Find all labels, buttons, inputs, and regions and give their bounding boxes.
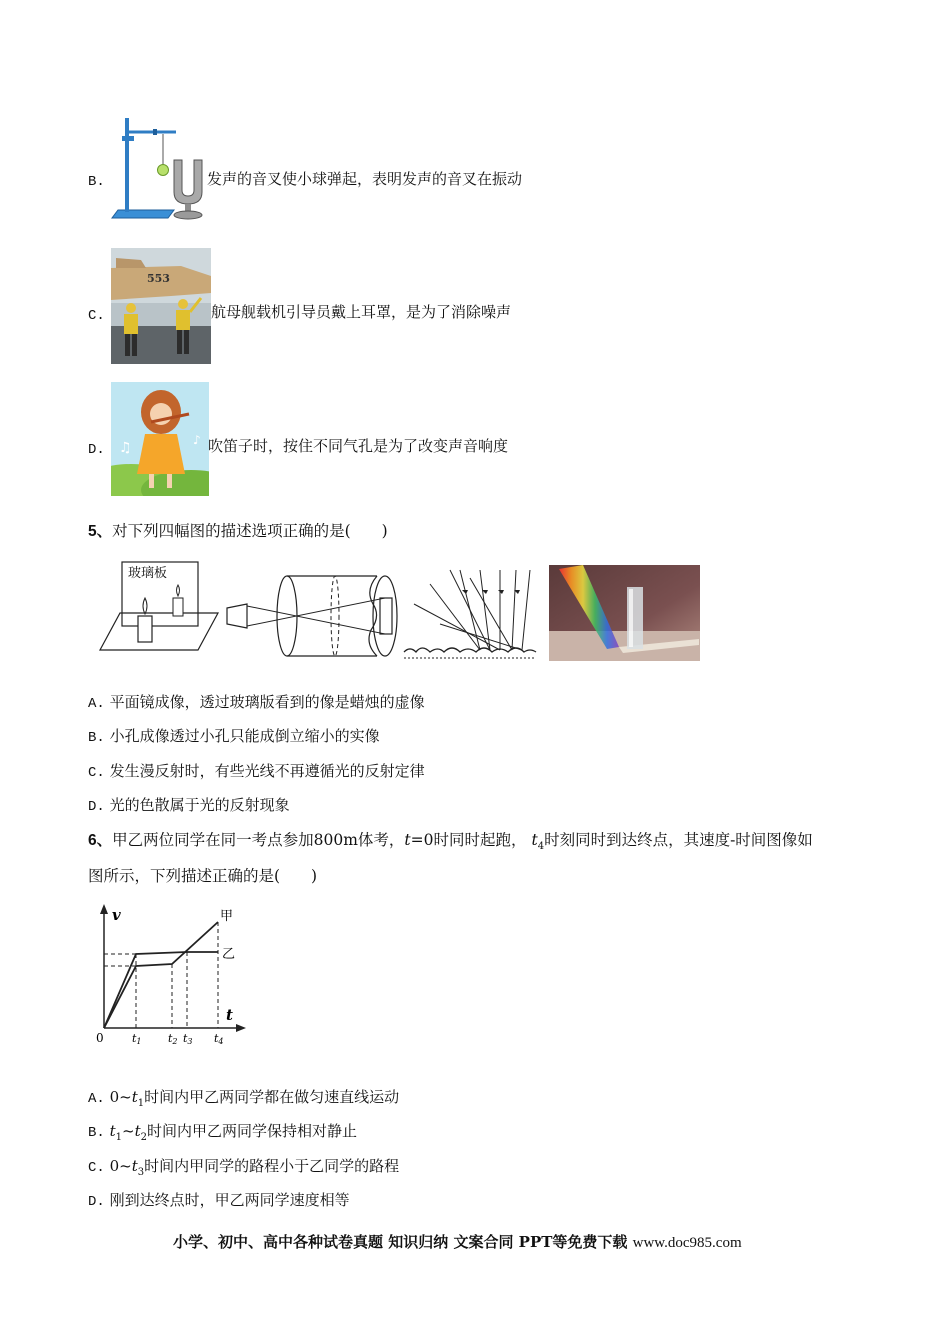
question-text: =0时同时起跑， bbox=[410, 831, 527, 849]
q6-option-b bbox=[88, 1121, 357, 1148]
jia-label: 甲 bbox=[220, 909, 234, 924]
svg-text:♪: ♪ bbox=[193, 433, 201, 447]
option-letter: D. bbox=[88, 1194, 105, 1210]
q5-option-d bbox=[88, 795, 290, 817]
option-text: 平面镜成像，透过玻璃版看到的像是蜡烛的虚像 bbox=[109, 693, 425, 711]
tilde: ~ bbox=[122, 1122, 135, 1140]
option-b bbox=[88, 170, 105, 192]
variable: t bbox=[109, 1122, 116, 1140]
tuning-fork-image bbox=[108, 112, 208, 224]
tick-t4: t4 bbox=[214, 1032, 224, 1046]
option-d bbox=[88, 438, 105, 460]
option-letter: C. bbox=[88, 765, 105, 781]
option-letter: A. bbox=[88, 1091, 105, 1107]
option-text: 刚到达终点时，甲乙两同学速度相等 bbox=[109, 1191, 350, 1209]
jia-line bbox=[104, 922, 218, 1028]
option-letter: B. bbox=[88, 174, 105, 190]
glass-plate-label: 玻璃板 bbox=[128, 566, 168, 581]
diffuse-reflection-figure bbox=[400, 564, 540, 662]
pinhole-camera-figure bbox=[225, 570, 405, 662]
subscript: 3 bbox=[137, 1167, 145, 1178]
option-text: 小孔成像透过小孔只能成倒立缩小的实像 bbox=[109, 727, 380, 745]
yi-line bbox=[104, 952, 218, 1028]
subscript: 1 bbox=[115, 1132, 122, 1143]
q5-option-a bbox=[88, 692, 425, 714]
v-axis-label: v bbox=[112, 906, 121, 924]
t-axis-label: t bbox=[226, 1006, 233, 1024]
glass-plate-figure bbox=[98, 558, 220, 654]
question-6-stem-line2: 图所示，下列描述正确的是( ) bbox=[88, 867, 318, 885]
footer-url[interactable]: www.doc985.com bbox=[632, 1235, 742, 1251]
option-letter: C. bbox=[88, 1160, 105, 1176]
variable: t bbox=[134, 1122, 141, 1140]
option-prefix: 0~ bbox=[109, 1157, 132, 1175]
origin-label: 0 bbox=[96, 1031, 104, 1045]
tick-t1: t1 bbox=[132, 1032, 142, 1046]
question-text: 时刻同时到达终点，其速度-时间图像如 bbox=[544, 831, 813, 849]
option-c bbox=[88, 304, 105, 326]
option-text: 发生漫反射时，有些光线不再遵循光的反射定律 bbox=[109, 762, 425, 780]
subscript: 4 bbox=[537, 841, 545, 853]
svg-text:♫: ♫ bbox=[119, 440, 132, 456]
question-text: 甲乙两位同学在同一考点参加800m体考， bbox=[112, 831, 405, 849]
option-c-text: 航母舰载机引导员戴上耳罩，是为了消除噪声 bbox=[211, 303, 512, 321]
option-letter: D. bbox=[88, 799, 105, 815]
yi-label: 乙 bbox=[222, 947, 236, 962]
plane-number: 553 bbox=[147, 272, 170, 285]
question-5-stem bbox=[88, 521, 388, 542]
option-letter: D. bbox=[88, 442, 105, 458]
q5-option-c bbox=[88, 761, 425, 783]
option-d-text: 吹笛子时，按住不同气孔是为了改变声音响度 bbox=[208, 437, 509, 455]
option-prefix: 0~ bbox=[109, 1088, 132, 1106]
q5-option-b bbox=[88, 726, 380, 748]
option-text: 时间内甲乙两同学保持相对静止 bbox=[146, 1122, 357, 1140]
aircraft-carrier-photo bbox=[111, 248, 211, 364]
q6-option-a bbox=[88, 1087, 399, 1114]
question-6-stem-line1 bbox=[88, 830, 813, 857]
subscript: 2 bbox=[140, 1132, 147, 1143]
subscript: 1 bbox=[137, 1098, 145, 1109]
footer-text: 小学、初中、高中各种试卷真题 知识归纳 文案合同 PPT等免费下载 bbox=[173, 1233, 628, 1251]
question-number: 6、 bbox=[88, 832, 113, 849]
tick-t3: t3 bbox=[183, 1032, 193, 1046]
velocity-time-graph bbox=[90, 900, 250, 1048]
q6-option-d bbox=[88, 1190, 350, 1212]
option-text: 时间内甲乙两同学都在做匀速直线运动 bbox=[144, 1088, 400, 1106]
flute-girl-image bbox=[111, 382, 209, 496]
variable: t bbox=[131, 1088, 138, 1106]
option-text: 时间内甲同学的路程小于乙同学的路程 bbox=[144, 1157, 400, 1175]
prism-dispersion-photo bbox=[549, 565, 700, 661]
option-text: 光的色散属于光的反射现象 bbox=[109, 796, 290, 814]
option-letter: A. bbox=[88, 696, 105, 712]
question-number: 5、 bbox=[88, 523, 113, 540]
variable-t: t bbox=[404, 831, 411, 849]
option-b-text: 发声的音叉使小球弹起，表明发声的音叉在振动 bbox=[207, 170, 523, 188]
variable: t bbox=[131, 1157, 138, 1175]
q6-option-c bbox=[88, 1156, 399, 1183]
option-letter: B. bbox=[88, 1125, 105, 1141]
option-letter: C. bbox=[88, 308, 105, 324]
tick-t2: t2 bbox=[168, 1032, 178, 1046]
footer-banner bbox=[173, 1231, 742, 1252]
option-letter: B. bbox=[88, 730, 105, 746]
question-text: 对下列四幅图的描述选项正确的是( ) bbox=[112, 522, 388, 540]
variable-t4: t bbox=[531, 831, 538, 849]
